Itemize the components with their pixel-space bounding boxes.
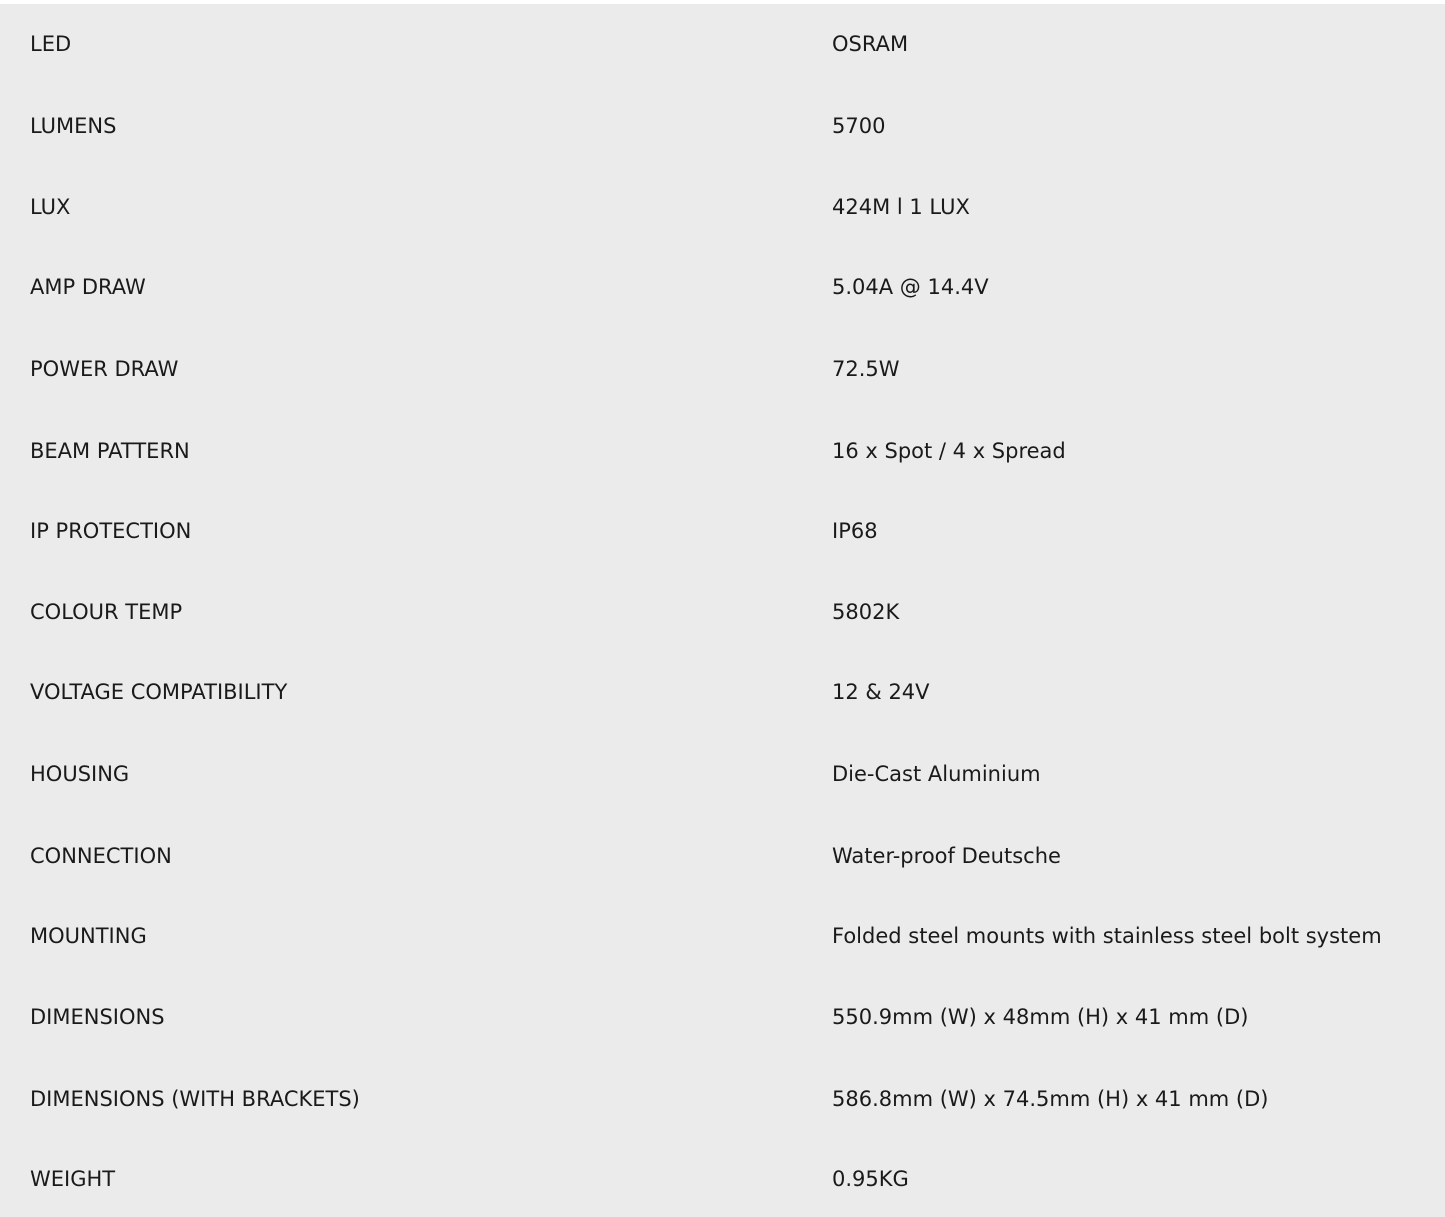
spec-value: 550.9mm (W) x 48mm (H) x 41 mm (D) — [832, 1005, 1249, 1029]
spec-value: 12 & 24V — [832, 680, 930, 704]
spec-value: Water-proof Deutsche — [832, 844, 1061, 868]
spec-value: 5802K — [832, 600, 900, 624]
spec-label: IP PROTECTION — [30, 519, 192, 543]
spec-label: VOLTAGE COMPATIBILITY — [30, 680, 288, 704]
spec-value: 0.95KG — [832, 1167, 909, 1191]
spec-row — [0, 183, 1445, 231]
spec-row — [0, 588, 1445, 636]
spec-value: Die-Cast Aluminium — [832, 762, 1041, 786]
spec-label: HOUSING — [30, 762, 130, 786]
spec-value: 5700 — [832, 114, 886, 138]
spec-label: DIMENSIONS (WITH BRACKETS) — [30, 1087, 360, 1111]
spec-label: POWER DRAW — [30, 357, 179, 381]
spec-value: IP68 — [832, 519, 878, 543]
spec-label: WEIGHT — [30, 1167, 116, 1191]
spec-label: LUX — [30, 195, 71, 219]
spec-row — [0, 912, 1445, 960]
spec-label: BEAM PATTERN — [30, 439, 190, 463]
spec-value: OSRAM — [832, 32, 909, 56]
spec-label: MOUNTING — [30, 924, 147, 948]
spec-value: 72.5W — [832, 357, 900, 381]
spec-label: DIMENSIONS — [30, 1005, 165, 1029]
spec-value: 586.8mm (W) x 74.5mm (H) x 41 mm (D) — [832, 1087, 1269, 1111]
spec-row — [0, 832, 1445, 880]
spec-row — [0, 1075, 1445, 1123]
spec-row — [0, 1155, 1445, 1203]
spec-row — [0, 993, 1445, 1041]
spec-row — [0, 427, 1445, 475]
spec-row — [0, 507, 1445, 555]
spec-row — [0, 345, 1445, 393]
spec-label: CONNECTION — [30, 844, 172, 868]
spec-row — [0, 263, 1445, 311]
spec-row — [0, 102, 1445, 150]
spec-row — [0, 750, 1445, 798]
spec-value: 5.04A @ 14.4V — [832, 275, 989, 299]
spec-value: 424M l 1 LUX — [832, 195, 970, 219]
spec-value: Folded steel mounts with stainless steel bolt system — [832, 924, 1382, 948]
spec-label: AMP DRAW — [30, 275, 146, 299]
spec-row — [0, 20, 1445, 68]
spec-label: COLOUR TEMP — [30, 600, 183, 624]
spec-label: LUMENS — [30, 114, 117, 138]
spec-value: 16 x Spot / 4 x Spread — [832, 439, 1066, 463]
spec-row — [0, 668, 1445, 716]
spec-label: LED — [30, 32, 72, 56]
spec-table — [0, 4, 1445, 1217]
